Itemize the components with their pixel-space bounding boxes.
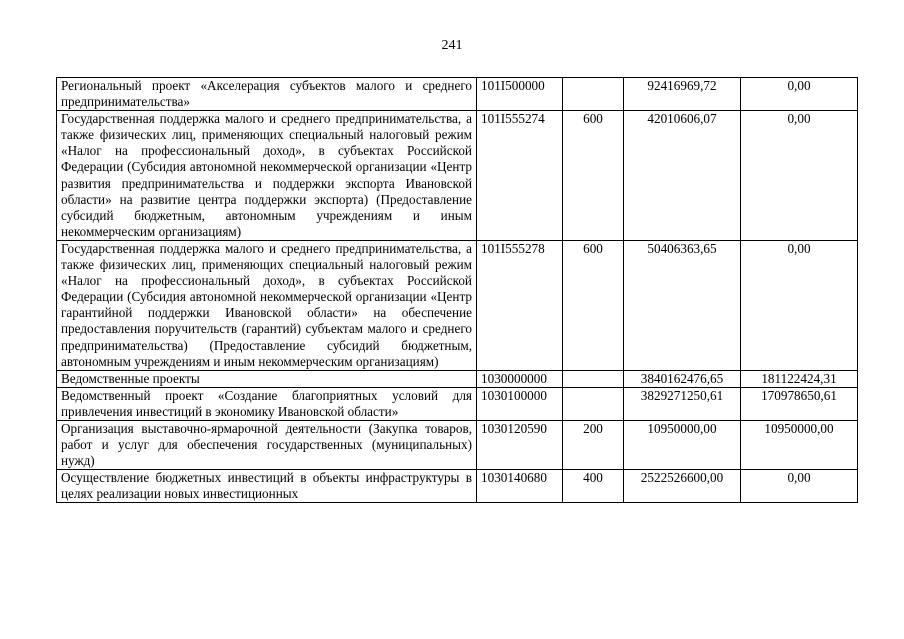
row-value1-cell: 42010606,07 — [624, 111, 741, 241]
page-number: 241 — [441, 38, 463, 53]
row-value2-cell: 0,00 — [741, 240, 858, 370]
table-row — [57, 420, 858, 469]
row-name-cell: Организация выставочно-ярмарочной деятельности (Закупка товаров, работ и услуг для обеспечения государственных (муниципальных) нужд) — [57, 420, 477, 469]
row-name-cell: Региональный проект «Акселерация субъектов малого и среднего предпринимательства» — [57, 78, 477, 111]
row-type-cell: 600 — [563, 111, 624, 241]
row-value2-cell: 170978650,61 — [741, 387, 858, 420]
table-row — [57, 111, 858, 241]
row-name-cell: Ведомственный проект «Создание благоприятных условий для привлечения инвестиций в экономику Ивановской области» — [57, 387, 477, 420]
row-name-cell: Осуществление бюджетных инвестиций в объекты инфраструктуры в целях реализации новых инвестиционных — [57, 470, 477, 503]
table-row — [57, 370, 858, 387]
table-row — [57, 240, 858, 370]
row-value1-cell: 92416969,72 — [624, 78, 741, 111]
row-name-cell: Государственная поддержка малого и среднего предпринимательства, а также физических лиц, применяющих специальный налоговый режим «Налог на профессиональный доход», в субъектах Российской Федерации (Субсидия автономной некоммерческой организации «Центр развития предпринимательства и поддержки экспорта Ивановской области» на развитие центра поддержки экспорта) (Предоставление субсидий бюджетным, автономным учреждениям и иным некоммерческим организациям) — [57, 111, 477, 241]
row-value2-cell: 0,00 — [741, 78, 858, 111]
table-row — [57, 78, 858, 111]
row-code-cell: 101I555274 — [477, 111, 563, 241]
table-row — [57, 470, 858, 503]
row-code-cell: 1030000000 — [477, 370, 563, 387]
row-value2-cell: 0,00 — [741, 111, 858, 241]
row-value1-cell: 50406363,65 — [624, 240, 741, 370]
row-value2-cell: 0,00 — [741, 470, 858, 503]
row-code-cell: 1030100000 — [477, 387, 563, 420]
row-type-cell: 600 — [563, 240, 624, 370]
row-code-cell: 1030140680 — [477, 470, 563, 503]
row-type-cell: 400 — [563, 470, 624, 503]
table-row — [57, 387, 858, 420]
row-code-cell: 101I500000 — [477, 78, 563, 111]
row-code-cell: 1030120590 — [477, 420, 563, 469]
row-value2-cell: 10950000,00 — [741, 420, 858, 469]
row-value1-cell: 10950000,00 — [624, 420, 741, 469]
row-code-cell: 101I555278 — [477, 240, 563, 370]
budget-table — [56, 77, 858, 503]
row-name-cell: Ведомственные проекты — [57, 370, 477, 387]
row-name-cell: Государственная поддержка малого и среднего предпринимательства, а также физических лиц, применяющих специальный налоговый режим «Налог на профессиональный доход», в субъектах Российской Федерации (Субсидия автономной некоммерческой организации «Центр гарантийной поддержки Ивановской области» на обеспечение предоставления поручительств (гарантий) субъектам малого и среднего предпринимательства) (Предоставление субсидий бюджетным, автономным учреждениям и иным некоммерческим организациям) — [57, 240, 477, 370]
row-type-cell — [563, 78, 624, 111]
row-value1-cell: 3840162476,65 — [624, 370, 741, 387]
row-value2-cell: 181122424,31 — [741, 370, 858, 387]
row-value1-cell: 3829271250,61 — [624, 387, 741, 420]
row-type-cell: 200 — [563, 420, 624, 469]
row-value1-cell: 2522526600,00 — [624, 470, 741, 503]
row-type-cell — [563, 387, 624, 420]
row-type-cell — [563, 370, 624, 387]
